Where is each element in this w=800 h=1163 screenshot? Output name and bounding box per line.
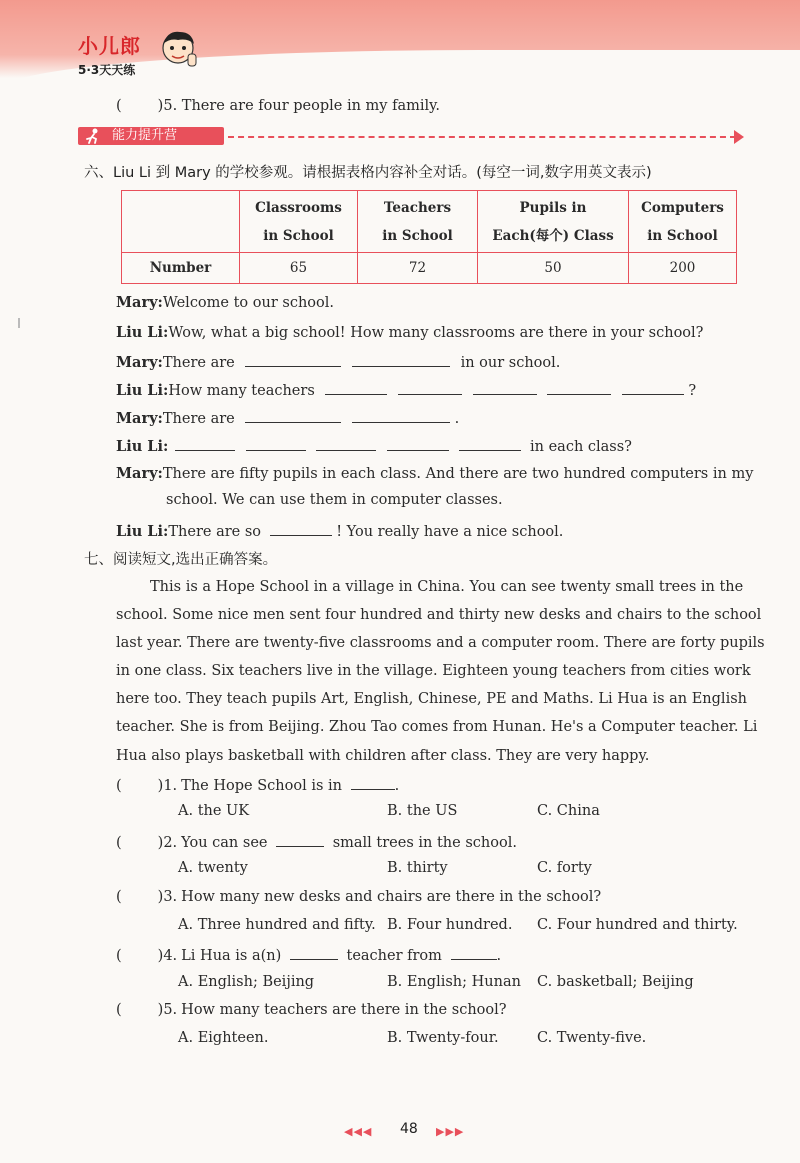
passage-line: Hua also plays basketball with children after class. They are very happy.: [116, 748, 650, 764]
scan-mark: [18, 318, 20, 328]
answer-blank[interactable]: [351, 775, 395, 790]
answer-blank[interactable]: [352, 352, 450, 367]
speaker: Liu Li:: [116, 382, 169, 399]
section-banner: [78, 127, 748, 147]
option[interactable]: A. Eighteen.: [178, 1030, 269, 1046]
section7-title: 七、阅读短文,选出正确答案。: [84, 552, 278, 568]
brand-logo: [78, 30, 141, 78]
dialogue-line: Mary:There are in our school.: [116, 354, 561, 371]
table-cell: 50: [478, 253, 629, 284]
answer-paren-close: ): [157, 98, 164, 114]
dialogue-line: Liu Li:There are so ! You really have a nice school.: [116, 523, 564, 540]
question-item: ( )3. How many new desks and chairs are there in the school?: [116, 889, 602, 905]
next-page-arrows-icon[interactable]: ▶▶▶: [436, 1125, 465, 1138]
option[interactable]: C. Four hundred and thirty.: [537, 917, 738, 933]
answer-blank[interactable]: [473, 380, 537, 395]
dialogue-line: Liu Li: in each class?: [116, 438, 632, 455]
brand-main: 小儿郎: [78, 34, 141, 58]
option[interactable]: C. China: [537, 803, 600, 819]
page-number: 48: [400, 1121, 418, 1137]
speaker: Mary:: [116, 294, 163, 311]
option[interactable]: B. Twenty-four.: [387, 1030, 499, 1046]
answer-blank[interactable]: [398, 380, 462, 395]
answer-blank[interactable]: [451, 945, 497, 960]
answer-blank[interactable]: [246, 436, 306, 451]
dialogue-line: Liu Li:Wow, what a big school! How many classrooms are there in your school?: [116, 324, 704, 341]
dialogue-line: Mary:There are fifty pupils in each class. And there are two hundred computers in my: [116, 465, 754, 482]
answer-blank[interactable]: [290, 945, 338, 960]
table-corner: [122, 191, 240, 253]
table-header: Classrooms in School: [240, 191, 358, 253]
table-cell: 200: [629, 253, 737, 284]
option[interactable]: B. Four hundred.: [387, 917, 513, 933]
table-cell: 65: [240, 253, 358, 284]
table-header: Pupils in Each(每个) Class: [478, 191, 629, 253]
answer-blank[interactable]: [547, 380, 611, 395]
table-header: Teachers in School: [358, 191, 478, 253]
speaker: Mary:: [116, 465, 163, 482]
answer-blank[interactable]: [387, 436, 449, 451]
dialogue-line: Mary:There are .: [116, 410, 460, 427]
answer-blank[interactable]: [316, 436, 376, 451]
answer-blank[interactable]: [622, 380, 684, 395]
option[interactable]: A. the UK: [178, 803, 250, 819]
passage-line: here too. They teach pupils Art, English, Chinese, PE and Maths. Li Hua is an English: [116, 691, 747, 707]
answer-blank[interactable]: [245, 352, 341, 367]
speaker: Liu Li:: [116, 438, 169, 455]
option[interactable]: C. forty: [537, 860, 592, 876]
dialogue-line: school. We can use them in computer classes.: [166, 492, 503, 508]
passage-line: in one class. Six teachers live in the village. Eighteen young teachers from cities work: [116, 663, 751, 679]
option[interactable]: A. Three hundred and fifty.: [178, 917, 376, 933]
question-item: ( )2. You can see small trees in the school.: [116, 832, 517, 851]
passage-line: This is a Hope School in a village in China. You can see twenty small trees in the: [150, 579, 744, 595]
option[interactable]: C. basketball; Beijing: [537, 974, 694, 990]
dialogue-line: Liu Li:How many teachers ?: [116, 382, 697, 399]
speaker: Liu Li:: [116, 523, 169, 540]
question-item: ( )1. The Hope School is in .: [116, 775, 399, 794]
answer-blank[interactable]: [175, 436, 235, 451]
answer-blank[interactable]: [245, 408, 341, 423]
dialogue-line: Mary:Welcome to our school.: [116, 294, 334, 311]
prev-question-text: 5. There are four people in my family.: [163, 98, 440, 114]
brand-sub: 5·3天天练: [78, 63, 136, 77]
mascot-icon: [158, 28, 198, 72]
banner-label: 能力提升营: [78, 127, 224, 145]
option[interactable]: A. English; Beijing: [178, 974, 315, 990]
option[interactable]: C. Twenty-five.: [537, 1030, 647, 1046]
question-item: ( )5. How many teachers are there in the school?: [116, 1002, 507, 1018]
passage-line: teacher. She is from Beijing. Zhou Tao comes from Hunan. He's a Computer teacher. Li: [116, 719, 758, 735]
info-table: [121, 190, 737, 284]
passage-line: last year. There are twenty-five classrooms and a computer room. There are forty pupils: [116, 635, 765, 651]
table-row-label: Number: [122, 253, 240, 284]
question-item: ( )4. Li Hua is a(n) teacher from .: [116, 945, 501, 964]
prev-page-arrows-icon[interactable]: ◀◀◀: [344, 1125, 373, 1138]
table-cell: 72: [358, 253, 478, 284]
runner-icon: [84, 128, 102, 144]
answer-blank[interactable]: [325, 380, 387, 395]
speaker: Mary:: [116, 410, 163, 427]
speaker: Mary:: [116, 354, 163, 371]
answer-blank[interactable]: [352, 408, 450, 423]
answer-blank[interactable]: [270, 521, 332, 536]
option[interactable]: B. English; Hunan: [387, 974, 521, 990]
banner-arrow-icon: [734, 130, 744, 144]
banner-dash-line: [228, 136, 736, 138]
prev-question: [116, 98, 440, 114]
table-header: Computers in School: [629, 191, 737, 253]
answer-blank[interactable]: [276, 832, 324, 847]
section6-title: 六、Liu Li 到 Mary 的学校参观。请根据表格内容补全对话。(每空一词,数字用英文表示): [84, 165, 652, 181]
option[interactable]: A. twenty: [178, 860, 248, 876]
option[interactable]: B. the US: [387, 803, 458, 819]
answer-paren-open: (: [116, 98, 122, 114]
passage-line: school. Some nice men sent four hundred and thirty new desks and chairs to the school: [116, 607, 762, 623]
speaker: Liu Li:: [116, 324, 169, 341]
option[interactable]: B. thirty: [387, 860, 448, 876]
answer-blank[interactable]: [459, 436, 521, 451]
